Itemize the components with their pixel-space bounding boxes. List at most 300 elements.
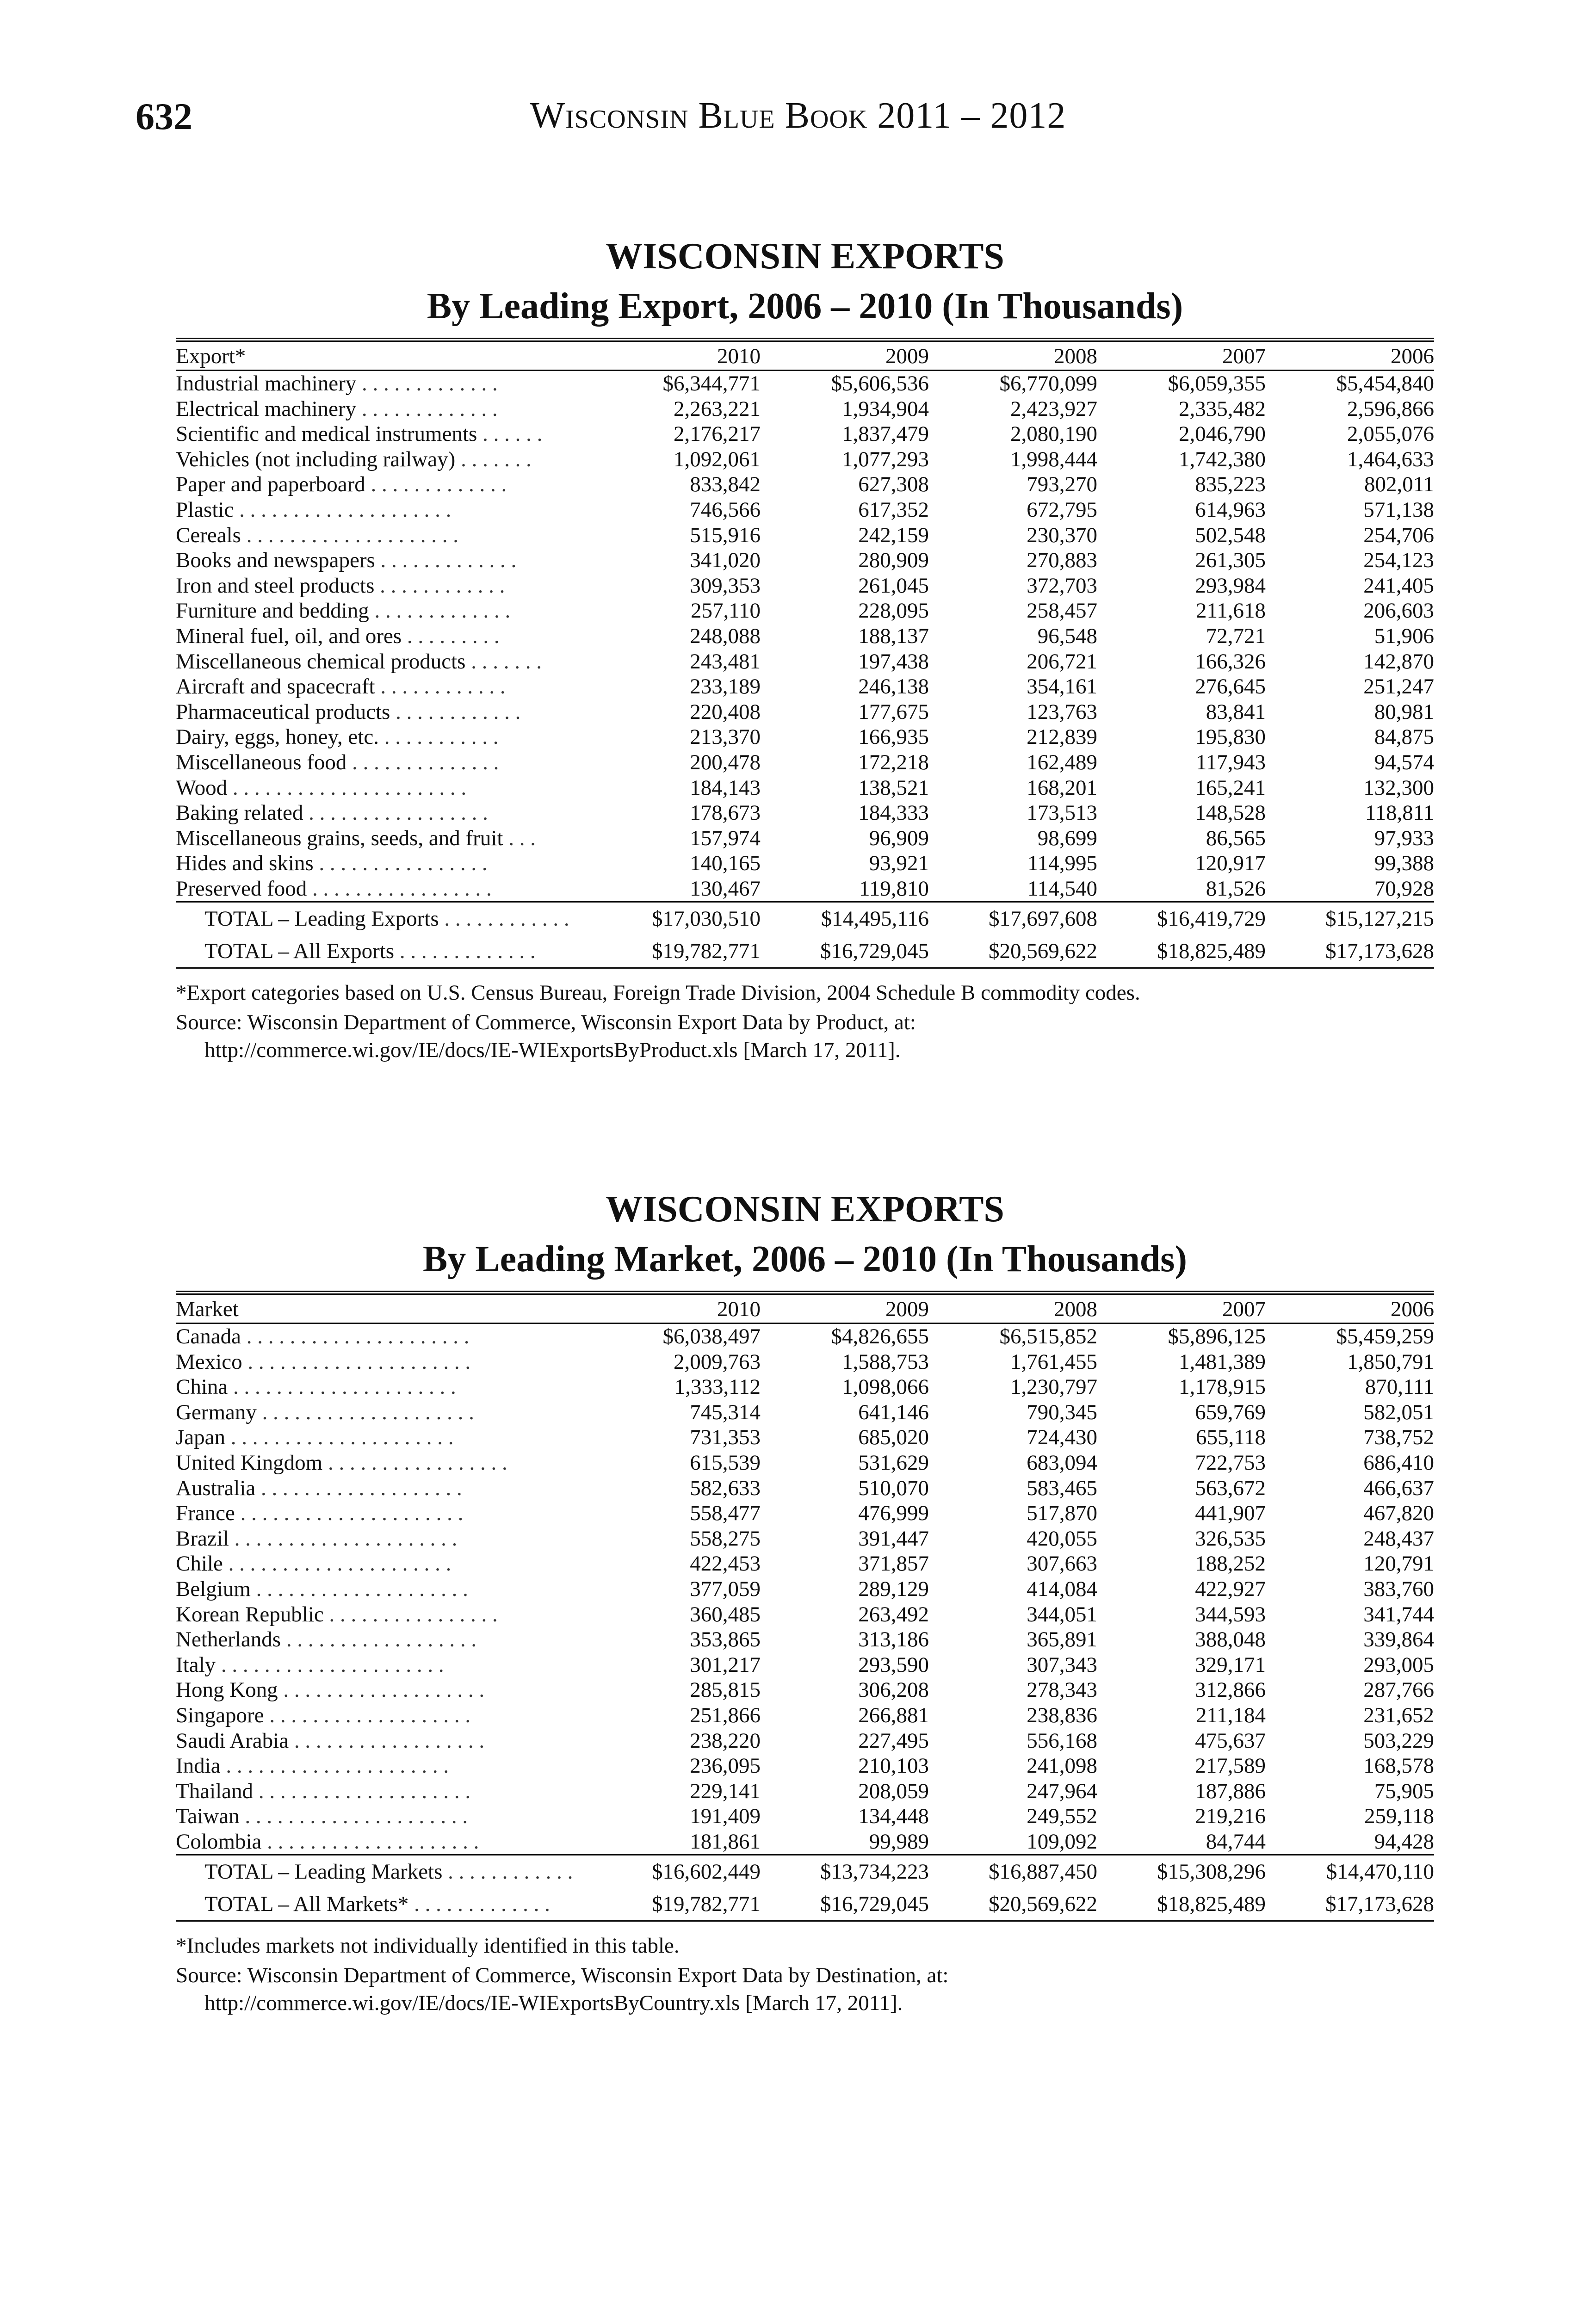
column-header: 2007	[1097, 340, 1266, 371]
table-row	[176, 1501, 1434, 1526]
value-cell: 790,345	[1027, 1400, 1097, 1424]
value-cell: $14,495,116	[761, 902, 929, 935]
value-cell: 70,928	[1374, 876, 1434, 901]
value-cell: 582,633	[690, 1476, 761, 1500]
table-row	[176, 1728, 1434, 1754]
value-cell: 251,247	[1363, 674, 1434, 699]
value-cell: $16,887,450	[929, 1855, 1097, 1888]
table-row	[176, 1450, 1434, 1476]
row-label-text: Japan	[176, 1425, 226, 1450]
value-cell: 556,168	[1027, 1728, 1097, 1753]
value-cell: $16,729,045	[761, 1888, 929, 1921]
row-label	[176, 1450, 592, 1476]
table-row	[176, 674, 1434, 699]
value-cell: 307,663	[1027, 1552, 1097, 1576]
value-cell: 301,217	[690, 1652, 761, 1677]
leader-dots: . . . . . . . . . . . . . . . .	[323, 1602, 498, 1627]
column-header: 2009	[761, 1293, 929, 1323]
row-label-text: Electrical machinery	[176, 396, 357, 421]
row-label	[176, 421, 592, 447]
row-label-text: Paper and paperboard	[176, 472, 365, 497]
value-cell: 641,146	[858, 1400, 929, 1424]
value-cell: 313,186	[858, 1627, 929, 1652]
value-cell: 353,865	[690, 1627, 761, 1652]
row-label-text: Taiwan	[176, 1804, 240, 1829]
value-cell: 422,453	[690, 1552, 761, 1576]
row-label-text: TOTAL – All Exports	[204, 939, 395, 964]
value-cell: 1,761,455	[1010, 1349, 1097, 1374]
value-cell: 503,229	[1363, 1728, 1434, 1753]
value-cell: 306,208	[858, 1678, 929, 1702]
leader-dots: . . . . . . . . . . . . .	[408, 1892, 550, 1917]
value-cell: 118,811	[1365, 801, 1434, 825]
row-label-text: Vehicles (not including railway)	[176, 447, 456, 471]
value-cell: 515,916	[690, 523, 761, 547]
table-subtitle: By Leading Export, 2006 – 2010 (In Thousands)	[427, 286, 1183, 327]
row-label-text: Colombia	[176, 1829, 262, 1854]
column-header: 2010	[592, 1293, 761, 1323]
value-cell: 2,009,763	[674, 1349, 761, 1374]
table-footnote: *Includes markets not individually identified in this table.	[176, 1934, 680, 1958]
row-label-text: Furniture and bedding	[176, 599, 369, 623]
leader-dots: . . . . . . . . . . . . . . . . . . . . .	[235, 1501, 464, 1526]
leader-dots: . . . . . . . . . . . . . . . . . . .	[255, 1476, 462, 1500]
value-cell: 132,300	[1363, 775, 1434, 800]
value-cell: 117,943	[1195, 750, 1266, 774]
row-label	[176, 624, 592, 649]
value-cell: 178,673	[690, 801, 761, 825]
value-cell: 270,883	[1027, 548, 1097, 573]
value-cell: 230,370	[1027, 523, 1097, 547]
column-header: 2008	[929, 1293, 1097, 1323]
value-cell: 2,055,076	[1347, 422, 1434, 446]
value-cell: 802,011	[1364, 472, 1434, 497]
table-row	[176, 1804, 1434, 1829]
page-header	[0, 95, 1596, 136]
row-label-text: Italy	[176, 1652, 216, 1677]
row-label	[176, 548, 592, 573]
value-cell: 243,481	[690, 649, 761, 674]
row-label	[176, 902, 592, 935]
column-header: 2008	[929, 340, 1097, 371]
column-header: 2006	[1266, 1293, 1434, 1323]
row-label	[176, 876, 592, 902]
table-row	[176, 1349, 1434, 1375]
row-label	[176, 1602, 592, 1627]
row-label-text: Mineral fuel, oil, and ores	[176, 624, 402, 648]
row-label-text: Korean Republic	[176, 1602, 324, 1627]
row-label-text: Books and newspapers	[176, 548, 375, 573]
leader-dots: . . . . . . . . . . . .	[442, 1860, 573, 1884]
value-cell: 191,409	[690, 1804, 761, 1829]
leader-dots: . . . . . . . . . . . . . . . . . . . . .	[216, 1652, 444, 1677]
value-cell: 213,370	[690, 725, 761, 749]
leader-dots: . . . . . . . . . . . . . . . . . . . .	[253, 1779, 471, 1803]
value-cell: $5,454,840	[1336, 371, 1434, 396]
row-label	[176, 1551, 592, 1577]
value-cell: 219,216	[1195, 1804, 1266, 1829]
value-cell: 166,326	[1195, 649, 1266, 674]
value-cell: 228,095	[858, 599, 929, 623]
value-cell: 81,526	[1206, 876, 1266, 901]
value-cell: 1,837,479	[842, 422, 929, 446]
value-cell: 1,850,791	[1347, 1349, 1434, 1374]
table-row	[176, 750, 1434, 775]
value-cell: 254,123	[1363, 548, 1434, 573]
value-cell: 1,178,915	[1179, 1375, 1266, 1399]
value-cell: 582,051	[1363, 1400, 1434, 1424]
leader-dots: . . . . . . . . . . . . .	[356, 371, 498, 396]
value-cell: 685,020	[858, 1425, 929, 1450]
value-cell: 263,492	[858, 1602, 929, 1627]
value-cell: 686,410	[1363, 1450, 1434, 1475]
value-cell: 248,437	[1363, 1526, 1434, 1551]
leader-dots: . . . . . . . . . . . . . . . . . . . .	[234, 497, 452, 522]
row-label-text: France	[176, 1501, 235, 1526]
row-label	[176, 649, 592, 674]
leader-dots: . . . . . . . . . . . . . . . . . . . . . .	[227, 775, 467, 800]
value-cell: 285,815	[690, 1678, 761, 1702]
value-cell: 140,165	[690, 851, 761, 876]
row-label-text: Wood	[176, 775, 228, 800]
leader-dots: . . . . . . . . . . .	[378, 725, 499, 749]
value-cell: 172,218	[858, 750, 929, 774]
value-cell: 655,118	[1195, 1425, 1266, 1450]
row-label	[176, 1677, 592, 1703]
value-cell: 94,574	[1374, 750, 1434, 774]
value-cell: 659,769	[1195, 1400, 1266, 1424]
value-cell: 312,866	[1195, 1678, 1266, 1702]
value-cell: 80,981	[1374, 699, 1434, 724]
table-row	[176, 1703, 1434, 1728]
row-label	[176, 1652, 592, 1678]
value-cell: 276,645	[1195, 674, 1266, 699]
value-cell: 75,905	[1374, 1779, 1434, 1803]
table-row	[176, 497, 1434, 523]
value-cell: 177,675	[858, 699, 929, 724]
value-cell: $17,173,628	[1266, 1888, 1434, 1921]
value-cell: 212,839	[1027, 725, 1097, 749]
running-title: Wisconsin Blue Book 2011 – 2012	[530, 95, 1066, 136]
value-cell: 724,430	[1027, 1425, 1097, 1450]
row-label-text: United Kingdom	[176, 1450, 323, 1475]
value-cell: $18,825,489	[1097, 935, 1266, 968]
value-cell: 168,201	[1027, 775, 1097, 800]
value-cell: $15,127,215	[1266, 902, 1434, 935]
row-label	[176, 724, 592, 750]
table-row	[176, 1323, 1434, 1349]
value-cell: 307,343	[1027, 1652, 1097, 1677]
value-cell: 1,934,904	[842, 396, 929, 421]
row-label	[176, 800, 592, 826]
value-cell: 148,528	[1195, 801, 1266, 825]
value-cell: 341,744	[1363, 1602, 1434, 1627]
value-cell: 293,590	[858, 1652, 929, 1677]
value-cell: $6,038,497	[662, 1324, 761, 1348]
value-cell: 188,137	[858, 624, 929, 648]
value-cell: 467,820	[1363, 1501, 1434, 1526]
value-cell: 1,742,380	[1179, 447, 1266, 471]
leader-dots: . . . . . . . . . . . . . . . . . . . .	[241, 523, 458, 547]
table-row	[176, 1526, 1434, 1552]
row-label	[176, 674, 592, 699]
leader-dots: . . . . . . . . . . . . . . . . . . . . .	[228, 1375, 456, 1399]
value-cell: 309,353	[690, 573, 761, 598]
value-cell: 563,672	[1195, 1476, 1266, 1500]
total-row	[176, 902, 1434, 935]
value-cell: 210,103	[858, 1754, 929, 1778]
total-row	[176, 935, 1434, 968]
value-cell: 248,088	[690, 624, 761, 648]
row-label-text: TOTAL – Leading Exports	[204, 907, 439, 931]
row-label-text: Canada	[176, 1324, 241, 1348]
value-cell: 119,810	[859, 876, 929, 901]
table-row	[176, 1627, 1434, 1652]
value-cell: 157,974	[690, 826, 761, 850]
row-label	[176, 1855, 592, 1888]
column-header: Market	[176, 1293, 592, 1323]
row-label	[176, 750, 592, 775]
value-cell: 344,593	[1195, 1602, 1266, 1627]
value-cell: 391,447	[858, 1526, 929, 1551]
table-row	[176, 876, 1434, 902]
row-label-text: Thailand	[176, 1779, 254, 1803]
value-cell: 476,999	[858, 1501, 929, 1526]
row-label	[176, 1703, 592, 1728]
row-label-text: Belgium	[176, 1577, 251, 1601]
value-cell: 197,438	[858, 649, 929, 674]
value-cell: 344,051	[1027, 1602, 1097, 1627]
row-label	[176, 447, 592, 472]
value-cell: 2,046,790	[1179, 422, 1266, 446]
row-label-text: Germany	[176, 1400, 257, 1424]
value-cell: 84,744	[1206, 1829, 1266, 1854]
row-label	[176, 371, 592, 396]
value-cell: 289,129	[858, 1577, 929, 1601]
value-cell: 420,055	[1027, 1526, 1097, 1551]
row-label	[176, 1779, 592, 1804]
value-cell: 466,637	[1363, 1476, 1434, 1500]
row-label	[176, 826, 592, 851]
value-cell: 187,886	[1195, 1779, 1266, 1803]
exports-by-product-section	[176, 231, 1434, 1064]
value-cell: 238,836	[1027, 1703, 1097, 1727]
leader-dots: . . . . . . . . . . . . . . . . . . .	[278, 1678, 485, 1702]
table-row	[176, 548, 1434, 573]
leader-dots: . . . . . . . . . . . . . . . . . . . . .	[220, 1754, 449, 1778]
table-row	[176, 371, 1434, 396]
value-cell: 293,984	[1195, 573, 1266, 598]
value-cell: $17,173,628	[1266, 935, 1434, 968]
table-row	[176, 800, 1434, 826]
value-cell: 377,059	[690, 1577, 761, 1601]
value-cell: 236,095	[690, 1754, 761, 1778]
row-label-text: Hong Kong	[176, 1678, 278, 1702]
row-label	[176, 1400, 592, 1425]
row-label-text: Miscellaneous food	[176, 750, 347, 774]
row-label	[176, 1374, 592, 1400]
row-label-text: Iron and steel products	[176, 573, 375, 598]
value-cell: 217,589	[1195, 1754, 1266, 1778]
value-cell: 502,548	[1195, 523, 1266, 547]
exports-by-product-table	[176, 338, 1434, 969]
value-cell: 558,275	[690, 1526, 761, 1551]
value-cell: 98,699	[1037, 826, 1097, 850]
value-cell: 422,927	[1195, 1577, 1266, 1601]
value-cell: 280,909	[858, 548, 929, 573]
value-cell: 258,457	[1027, 599, 1097, 623]
value-cell: 722,753	[1195, 1450, 1266, 1475]
table-row	[176, 573, 1434, 599]
leader-dots: . . . . . . . . . . . . . . . . . .	[281, 1627, 477, 1652]
value-cell: 1,092,061	[674, 447, 761, 471]
value-cell: 558,477	[690, 1501, 761, 1526]
leader-dots: . . . . . . . . . . . . . . . . . . . . .	[229, 1526, 458, 1551]
value-cell: 254,706	[1363, 523, 1434, 547]
value-cell: 360,485	[690, 1602, 761, 1627]
row-label	[176, 598, 592, 624]
value-cell: 339,864	[1363, 1627, 1434, 1652]
value-cell: 184,143	[690, 775, 761, 800]
row-label	[176, 1425, 592, 1450]
value-cell: 195,830	[1195, 725, 1266, 749]
value-cell: 227,495	[858, 1728, 929, 1753]
table-row	[176, 472, 1434, 497]
table-row	[176, 1400, 1434, 1425]
table-row	[176, 775, 1434, 801]
value-cell: 229,141	[690, 1779, 761, 1803]
leader-dots: . . . . . . . . . . . . . . . . . . . . .	[242, 1349, 471, 1374]
value-cell: 1,098,066	[842, 1375, 929, 1399]
leader-dots: . . . . . . . . . . . . . . . . .	[307, 876, 492, 901]
value-cell: $20,569,622	[929, 1888, 1097, 1921]
value-cell: 173,513	[1027, 801, 1097, 825]
value-cell: $20,569,622	[929, 935, 1097, 968]
row-label	[176, 1728, 592, 1754]
leader-dots: . . . . . . . . . . . . . . . . . . . . .	[239, 1804, 468, 1829]
value-cell: 1,077,293	[842, 447, 929, 471]
leader-dots: . . . . . . . . . . . . .	[394, 939, 536, 964]
value-cell: $5,896,125	[1168, 1324, 1266, 1348]
value-cell: 672,795	[1027, 497, 1097, 522]
table-row	[176, 1753, 1434, 1779]
value-cell: $16,602,449	[592, 1855, 761, 1888]
value-cell: 731,353	[690, 1425, 761, 1450]
column-header: 2007	[1097, 1293, 1266, 1323]
row-label-text: Singapore	[176, 1703, 264, 1727]
value-cell: $6,770,099	[999, 371, 1097, 396]
table-row	[176, 1779, 1434, 1804]
exports-by-market-section	[176, 1184, 1434, 2017]
value-cell: 200,478	[690, 750, 761, 774]
table-subtitle: By Leading Market, 2006 – 2010 (In Thousands)	[422, 1239, 1188, 1280]
row-label-text: Mexico	[176, 1349, 242, 1374]
leader-dots: . . . . . . . . . . . . . . . . . . . .	[250, 1577, 468, 1601]
leader-dots: . . . . . . . . .	[402, 624, 500, 648]
table-row	[176, 1551, 1434, 1577]
value-cell: $5,459,259	[1336, 1324, 1434, 1348]
leader-dots: . . . . . . . . . . . . . . . . . . .	[264, 1703, 471, 1727]
value-cell: 266,881	[858, 1703, 929, 1727]
row-label-text: Miscellaneous chemical products	[176, 649, 466, 674]
value-cell: 287,766	[1363, 1678, 1434, 1702]
value-cell: 583,465	[1027, 1476, 1097, 1500]
value-cell: 1,998,444	[1010, 447, 1097, 471]
value-cell: 114,995	[1027, 851, 1097, 876]
table-row	[176, 1476, 1434, 1501]
leader-dots: . . . . . . . . . . . . .	[375, 548, 517, 573]
source-text: Source: Wisconsin Department of Commerce, Wisconsin Export Data by Destination, at:	[176, 1963, 949, 1988]
row-label-text: Saudi Arabia	[176, 1728, 289, 1753]
row-label-text: China	[176, 1375, 228, 1399]
value-cell: 683,094	[1027, 1450, 1097, 1475]
value-cell: 2,176,217	[674, 422, 761, 446]
row-label	[176, 1753, 592, 1779]
source-url: http://commerce.wi.gov/IE/docs/IE-WIExportsByCountry.xls [March 17, 2011].	[204, 1991, 903, 2016]
value-cell: 2,423,927	[1010, 396, 1097, 421]
table-row	[176, 699, 1434, 725]
value-cell: 93,921	[869, 851, 929, 876]
value-cell: 259,118	[1364, 1804, 1434, 1829]
row-label-text: Brazil	[176, 1526, 229, 1551]
row-label	[176, 935, 592, 968]
table-row	[176, 598, 1434, 624]
value-cell: $14,470,110	[1266, 1855, 1434, 1888]
source-note	[176, 1008, 1434, 1064]
leader-dots: . . . . . . . . . . . . .	[365, 472, 507, 497]
value-cell: 745,314	[690, 1400, 761, 1424]
leader-dots: . . . . . . . . . . . . . . . . . . . . .	[223, 1552, 452, 1576]
value-cell: 99,388	[1374, 851, 1434, 876]
page-number: 632	[136, 95, 192, 137]
value-cell: 208,059	[858, 1779, 929, 1803]
value-cell: 793,270	[1027, 472, 1097, 497]
value-cell: $16,419,729	[1097, 902, 1266, 935]
table-row	[176, 1652, 1434, 1678]
value-cell: 249,552	[1027, 1804, 1097, 1829]
value-cell: $4,826,655	[831, 1324, 929, 1348]
source-note	[176, 1961, 1434, 2017]
value-cell: $6,515,852	[999, 1324, 1097, 1348]
value-cell: 86,565	[1206, 826, 1266, 850]
leader-dots: . . .	[503, 826, 536, 850]
leader-dots: . . . . . .	[477, 422, 543, 446]
value-cell: 571,138	[1363, 497, 1434, 522]
value-cell: 238,220	[690, 1728, 761, 1753]
row-label	[176, 699, 592, 725]
value-cell: $17,030,510	[592, 902, 761, 935]
value-cell: 96,909	[869, 826, 929, 850]
leader-dots: . . . . . . . . . . . . . . . . .	[303, 801, 488, 825]
value-cell: $6,344,771	[662, 371, 761, 396]
leader-dots: . . . . . . . . . . . . .	[369, 599, 511, 623]
value-cell: 114,540	[1027, 876, 1097, 901]
value-cell: 517,870	[1027, 1501, 1097, 1526]
row-label-text: TOTAL – Leading Markets	[204, 1860, 443, 1884]
table-row	[176, 1677, 1434, 1703]
table-row	[176, 649, 1434, 674]
table-row	[176, 447, 1434, 472]
table-row	[176, 851, 1434, 876]
value-cell: 627,308	[858, 472, 929, 497]
row-label-text: Preserved food	[176, 876, 307, 901]
value-cell: 326,535	[1195, 1526, 1266, 1551]
row-label-text: India	[176, 1754, 221, 1778]
row-label-text: Scientific and medical instruments	[176, 422, 477, 446]
value-cell: $13,734,223	[761, 1855, 929, 1888]
value-cell: 617,352	[858, 497, 929, 522]
value-cell: 97,933	[1374, 826, 1434, 850]
